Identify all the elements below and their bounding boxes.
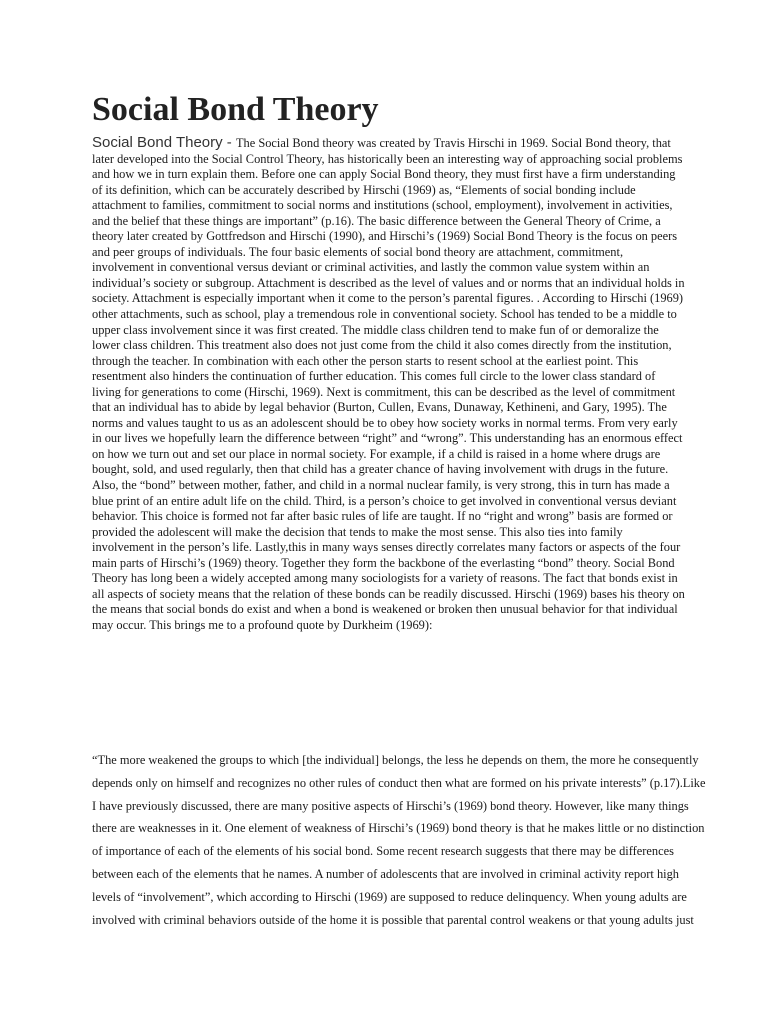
paragraph-1-text: The Social Bond theory was created by Travis Hirschi in 1969. Social Bond theory, that later developed into the Social Control Theory, has historically been an interesting way of approaching social problems and how we in turn explain them. Before one can apply Social Bond theory, they must first have a firm understanding of its definition, which can be accurately described by Hirschi (1969) as, “Elements of social bonding include attachment to families, commitment to social norms and institutions (school, employment), involvement in activities, and the belief that these things are important” (p.16). The basic difference between the General Theory of Crime, a theory later created by Gottfredson and Hirschi (1990), and Hirschi’s (1969) Social Bond Theory is the focus on peers and peer groups of individuals. The four basic elements of social bond theory are attachment, commitment, involvement in conventional versus deviant or criminal activities, and lastly the common value system within an individual’s society or subgroup. Attachment is described as the level of values and or norms that an individual holds in society. Attachment is especially important when it come to the person’s parental figures. . According to Hirschi (1969) other attachments, such as school, play a tremendous role in conventional society. School has tended to be a middle to upper class involvement since it was first created. The middle class children tend to make fun of or demoralize the lower class children. This treatment also does not just come from the child it also comes directly from the institution, through the teacher. In combination with each other the person starts to resent school at the earliest point. This resentment also hinders the continuation of further education. This comes full circle to the lower class standard of living for generations to come (Hirschi, 1969). Next is commitment, this can be described as the level of commitment that an individual has to abide by legal behavior (Burton, Cullen, Evans, Dunaway, Kethineni, and Gary, 1995). The norms and values taught to us as an adolescent should be to obey how society works in normal terms. From very early in our lives we hopefully learn the difference between “right” and “wrong”. This understanding has an enormous effect on how we turn out and set our place in normal society. For example, if a child is raised in a home where drugs are bought, sold, and used regularly, then that child has a greater chance of having involvement with drugs in the future. Also, the “bond” between mother, father, and child in a normal nuclear family, is very strong, this in turn has made a blue print of an entire adult life on the child. Third, is a person’s choice to get involved in conventional versus deviant behavior. This choice is formed not far after basic rules of life are taught. If no “right and wrong” basis are formed or provided the adolescent will make the decision that tends to make the most sense. This also ties into family involvement in the person’s life. Lastly,this in many ways senses directly correlates many factors or aspects of the four main parts of Hirschi’s (1969) theory. Together they form the backbone of the everlasting “bond” theory. Social Bond Theory has long been a widely accepted among many sociologists for a variety of reasons. The fact that bonds exist in all aspects of society means that the relation of these bonds can be readily discussed. Hirschi (1969) bases his theory on the means that social bonds do exist and when a bond is weakened or broken then unusual behavior for that individual may occur. This brings me to a profound quote by Durkheim (1969): [92, 136, 685, 632]
body-paragraph-1 [92, 135, 686, 634]
document-title: Social Bond Theory [92, 91, 379, 128]
paragraph-2-text: “The more weakened the groups to which [the individual] belongs, the less he depends on them, the more he consequently depends only on himself and recognizes no other rules of conduct then what are formed on his private interests” (p.17).Like I have previously discussed, there are many positive aspects of Hirschi’s (1969) bond theory. However, like many things there are weaknesses in it. One element of weakness of Hirschi’s (1969) bond theory is that he makes little or no distinction of importance of each of the elements of his social bond. Some recent research suggests that there may be differences between each of the elements that he names. A number of adolescents that are involved in criminal activity report high levels of “involvement”, which according to Hirschi (1969) are supposed to reduce delinquency. When young adults are involved with criminal behaviors outside of the home it is possible that parental control weakens or that young adults just [92, 753, 706, 927]
lead-term [92, 134, 236, 151]
lead-term-text: Social Bond Theory [92, 134, 223, 151]
lead-separator: - [222, 134, 236, 151]
body-paragraph-2 [92, 749, 706, 931]
